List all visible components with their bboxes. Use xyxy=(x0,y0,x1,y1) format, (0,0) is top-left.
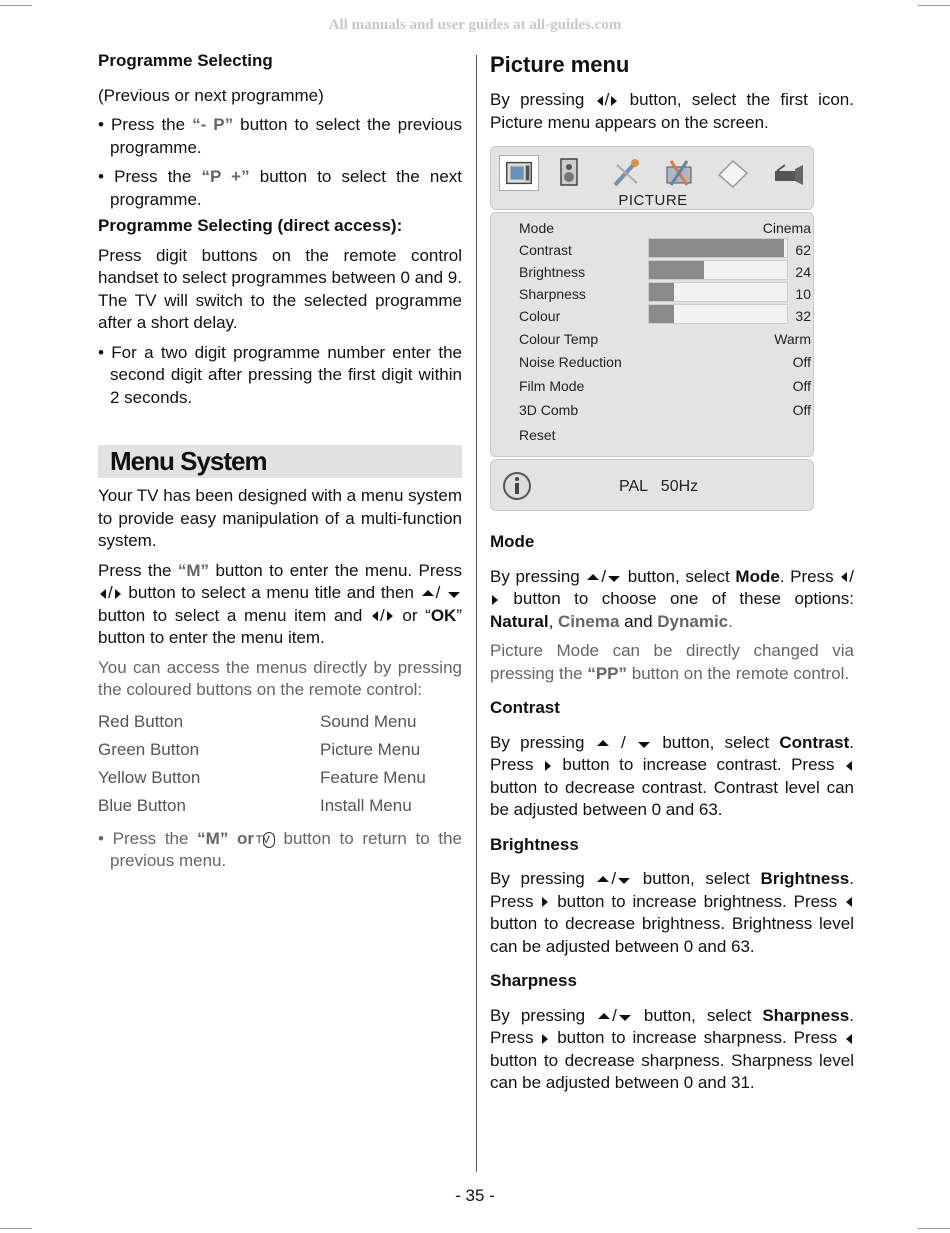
up-arrow-icon xyxy=(587,574,599,580)
down-arrow-icon xyxy=(619,1015,631,1021)
feature-tab-icon xyxy=(609,155,643,191)
table-row: Red Button Sound Menu xyxy=(98,712,417,732)
down-arrow-icon xyxy=(618,878,630,884)
picture-menu-title: Picture menu xyxy=(490,52,630,77)
menu-system-intro: Your TV has been designed with a menu system to provide easy manipulation of a multi-function system. xyxy=(98,486,462,550)
programme-selecting-subtitle: (Previous or next programme) xyxy=(98,85,324,105)
right-arrow-icon xyxy=(492,595,498,605)
menu-row-film-mode: Film Mode Off xyxy=(519,378,811,394)
coloured-buttons-text: You can access the menus directly by pressing the coloured buttons on the remote control: xyxy=(98,657,462,699)
up-arrow-icon xyxy=(597,740,609,746)
menu-system-heading: Menu System xyxy=(98,445,462,478)
left-arrow-icon xyxy=(597,96,603,106)
right-arrow-icon xyxy=(542,897,548,907)
mode-title: Mode xyxy=(490,532,535,551)
left-arrow-icon xyxy=(372,611,378,621)
menu-row-sharpness: Sharpness 10 xyxy=(519,281,811,303)
sharpness-title: Sharpness xyxy=(490,971,577,990)
direct-access-text: Press digit buttons on the remote control handset to select programmes between 0 and 9. The TV will switch to the selected programme after a short delay. xyxy=(98,245,462,332)
down-arrow-icon xyxy=(608,576,620,582)
left-arrow-icon xyxy=(841,572,847,582)
source-tab-icon xyxy=(713,155,753,191)
menu-navigation-text: Press the “M” button to enter the menu. Press / button to select a menu title and then / button to select a menu item and / or “OK” button to enter the menu item. xyxy=(98,560,462,647)
table-row: Green Button Picture Menu xyxy=(98,740,421,760)
menu-row-colour-temp: Colour Temp Warm xyxy=(519,331,811,347)
down-arrow-icon xyxy=(638,742,650,748)
status-bar xyxy=(490,459,814,511)
info-icon xyxy=(501,470,533,502)
table-row: Yellow Button Feature Menu xyxy=(98,768,426,788)
right-arrow-icon xyxy=(542,1034,548,1044)
sharpness-level-bar xyxy=(648,282,788,302)
page-number: - 35 - xyxy=(455,1186,495,1205)
crop-mark xyxy=(0,1228,32,1229)
signal-status: PAL 50Hz xyxy=(619,478,699,495)
next-programme-bullet: • Press the “P +” button to select the next programme. xyxy=(98,167,463,209)
coloured-buttons-table xyxy=(98,709,462,821)
contrast-title: Contrast xyxy=(490,698,560,717)
screen-title: PICTURE xyxy=(618,192,688,209)
right-arrow-icon xyxy=(545,761,551,771)
left-arrow-icon xyxy=(846,761,852,771)
menu-row-contrast: Contrast 62 xyxy=(519,237,811,259)
left-column xyxy=(98,50,462,873)
menu-row-noise-reduction: Noise Reduction Off xyxy=(519,354,811,370)
picture-tab-icon xyxy=(499,155,539,191)
direct-access-title: Programme Selecting (direct access): xyxy=(98,216,403,235)
down-arrow-icon xyxy=(448,592,460,598)
picture-menu-intro: By pressing / button, select the first icon. Picture menu appears on the screen. xyxy=(490,90,854,132)
picture-settings-list xyxy=(490,212,814,457)
programme-selecting-title: Programme Selecting xyxy=(98,51,273,70)
menu-row-3d-comb: 3D Comb Off xyxy=(519,402,811,418)
previous-programme-bullet: • Press the “- P” button to select the previous programme. xyxy=(98,115,462,157)
menu-row-colour: Colour 32 xyxy=(519,303,811,325)
install-tab-icon xyxy=(659,155,699,191)
up-arrow-icon xyxy=(422,590,434,596)
picture-menu-screen xyxy=(490,146,814,512)
picture-mode-note: Picture Mode can be directly changed via pressing the “PP” button on the remote control. xyxy=(490,641,854,683)
crop-mark xyxy=(0,5,32,6)
colour-level-bar xyxy=(648,304,788,324)
crop-mark xyxy=(918,1228,950,1229)
left-arrow-icon xyxy=(846,1034,852,1044)
menu-row-reset: Reset xyxy=(519,427,556,443)
right-arrow-icon xyxy=(115,589,121,599)
sound-tab-icon xyxy=(555,155,583,191)
pip-tab-icon xyxy=(769,155,809,191)
table-row: Blue Button Install Menu xyxy=(98,796,412,816)
menu-tab-bar xyxy=(490,146,814,210)
up-arrow-icon xyxy=(597,876,609,882)
contrast-level-bar xyxy=(648,238,788,258)
right-column xyxy=(490,50,854,1095)
up-arrow-icon xyxy=(598,1013,610,1019)
mode-text: By pressing / button, select Mode. Press / button to choose one of these options: Natural, Cinema and Dynamic. xyxy=(490,566,854,631)
brightness-level-bar xyxy=(648,260,788,280)
crop-mark xyxy=(918,5,950,6)
menu-row-mode: Mode Cinema xyxy=(519,220,811,236)
right-arrow-icon xyxy=(387,611,393,621)
two-digit-bullet: • For a two digit programme number enter the second digit after pressing the first digit within 2 seconds. xyxy=(98,342,462,407)
menu-row-brightness: Brightness 24 xyxy=(519,259,811,281)
return-menu-bullet: • Press the “M” or TV button to return to the previous menu. xyxy=(98,828,462,870)
brightness-text: By pressing / button, select Brightness. Press button to increase brightness. Press button to decrease brightness. Brightness level can be adjusted between 0 and 63. xyxy=(490,869,854,956)
right-arrow-icon xyxy=(611,96,617,106)
column-divider xyxy=(476,55,477,1172)
left-arrow-icon xyxy=(100,589,106,599)
watermark: All manuals and user guides at all-guides.com xyxy=(328,17,622,33)
brightness-title: Brightness xyxy=(490,834,579,854)
contrast-text: By pressing / button, select Contrast. Press button to increase contrast. Press button to decrease contrast. Contrast level can be adjusted between 0 and 63. xyxy=(490,732,854,819)
sharpness-text: By pressing / button, select Sharpness. Press button to increase sharpness. Press button to decrease sharpness. Sharpness level can be adjusted between 0 and 31. xyxy=(490,1005,854,1092)
tv-button-icon: TV xyxy=(263,832,275,848)
left-arrow-icon xyxy=(846,897,852,907)
